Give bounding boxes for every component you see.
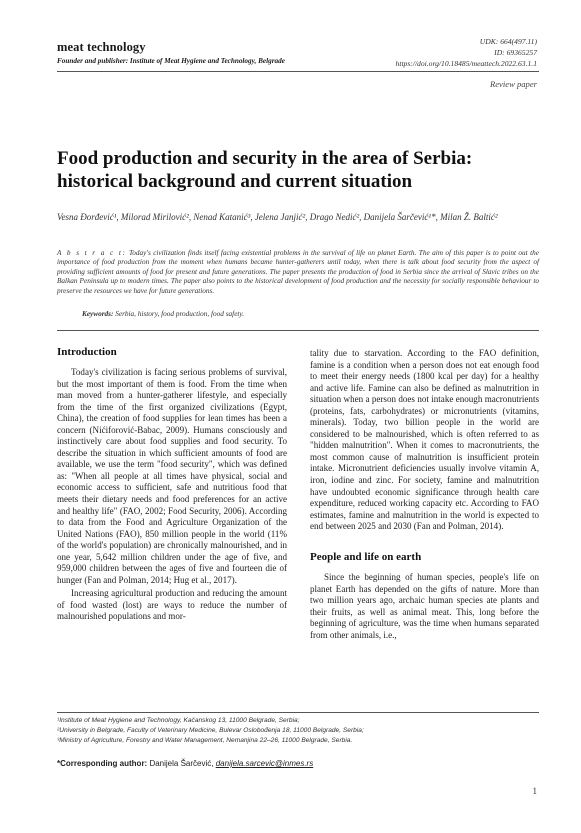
author-list: Vesna Đorđević¹, Milorad Mirilović², Nenad Katanić³, Jelena Janjić², Drago Nedić², Danijela Šarčević¹*, Milan Ž. Baltić² [57, 212, 498, 222]
article-title: Food production and security in the area of Serbia: historical background and current situation [57, 148, 473, 192]
affiliation-footnotes [57, 716, 539, 746]
corresponding-name: Danijela Šarčević, [149, 759, 214, 768]
page-number: 1 [532, 786, 537, 796]
footnote-affiliation: ³Ministry of Agriculture, Forestry and Water Management, Nemanjina 22–26, 11000 Belgrade, Serbia. [57, 737, 353, 744]
corresponding-email-link[interactable]: danijela.sarcevic@inmes.rs [215, 759, 314, 768]
keywords [82, 310, 537, 318]
paragraph: tality due to starvation. According to the FAO definition, famine is a condition when a person does not eat enough food to meet their energy needs (1800 kcal per day) for a healthy and active life. Famine can also be defined as malnutrition in situation when a person does not intake enough macronutrients (proteins, fats, carbohydrates) or micronutrients (vitamins, minerals). Today, two billion people in the world are considered to be malnourished, which is often referred to as "hidden malnutrition". When it comes to macronutrients, the most common cause of malnutrition is insufficient protein intake. Micronutrient deficiencies usually involve vitamin A, iron, iodine and zinc. For society, famine and malnutrition have undoubted economic significance through health care expenditure, reduced working capacity etc. According to FAO estimates, famine and malnutrition in the world is expected to end between 2025 and 2030 (Fan and Polman, 2014). [310, 348, 539, 532]
abstract [57, 249, 539, 296]
abstract-label: A b s t r a c t: [57, 249, 127, 257]
paragraph: Today's civilization is facing serious problems of survival, but the most important of them is food. From the time when man moved from a hunter-gatherer lifestyle, and especially from the time of the first organized civilizations (Egypt, China), the creation of food supplies for lean times has been a concern (Nićiforović-Babac, 2009). Humans consciously and instinctively care about food supplies and food security. To describe the situation in which sufficient amounts of food are available, we use the term "food security", which was defined as: "When all people at all times have physical, social and economic access to sufficient, safe and nutritious food that meets their dietary needs and food preferences for an active and healthy life" (FAO, 2002; Food Security, 2006). According to data from the Food and Agriculture Organization of the United Nations (FAO), 850 million people in the world (11% of the world's population) are chronically malnourished, and in one year, 5,642 million children under the age of five, and 959,000 children between the ages of five and fourteen die of hunger (Fan and Polman, 2014; Hug et al., 2017). [57, 367, 287, 585]
footnote-affiliation: ²University in Belgrade, Faculty of Veterinary Medicine, Bulevar Oslobođenja 18, 11000 Belgrade, Serbia; [57, 727, 364, 734]
keywords-text: Serbia, history, food production, food safety. [115, 310, 245, 318]
section-heading-people-and-life: People and life on earth [310, 550, 422, 563]
article-type: Review paper [489, 79, 537, 89]
journal-name: meat technology [57, 40, 146, 54]
section-heading-introduction: Introduction [57, 346, 117, 358]
footnote-divider [57, 712, 539, 713]
left-column [57, 346, 287, 623]
abstract-text: Today's civilization finds itself facing existential problems in the survival of life on planet Earth. The aim of this paper is to point out the importance of food production from the moment when humans became hunter-gatherers until today, when there is talk about food security from the aspect of providing sufficient amounts of food for present and future generations. The paper presents the production of food in Serbia since the arrival of Slavic tribes on the Balkan Peninsula up to modern times. The paper also points to the historical development of food production and the necessity for socially responsible behaviour to preserve the resources we have for future generations. [57, 249, 539, 295]
footnote-affiliation: ¹Institute of Meat Hygiene and Technology, Kačanskog 13, 11000 Belgrade, Serbia; [57, 717, 300, 724]
doi-link[interactable]: https://doi.org/10.18485/meattech.2022.63.1.1 [395, 59, 537, 68]
right-column [310, 348, 539, 642]
founder-line: Founder and publisher: Institute of Meat Hygiene and Technology, Belgrade [57, 57, 285, 65]
paragraph: Increasing agricultural production and reducing the amount of food wasted (lost) are ways to reduce the number of malnourished populations and mor- [57, 588, 287, 622]
udk-code: UDK: 664(497.11) [479, 37, 537, 46]
article-identifiers [307, 36, 537, 69]
corresponding-label: *Corresponding author: [57, 759, 148, 768]
abstract-divider [57, 330, 539, 331]
corresponding-author [57, 759, 539, 768]
paragraph: Since the beginning of human species, people's life on planet Earth has depended on the gifts of nature. More than two million years ago, archaic human species ate plants and their fruits, as well as animal meat. This, long before the beginning of agriculture, was the time when humans separated from other animals, i.e., [310, 572, 539, 641]
header-divider [57, 71, 539, 72]
article-id: ID: 69365257 [494, 48, 537, 57]
keywords-label: Keywords: [82, 310, 114, 318]
